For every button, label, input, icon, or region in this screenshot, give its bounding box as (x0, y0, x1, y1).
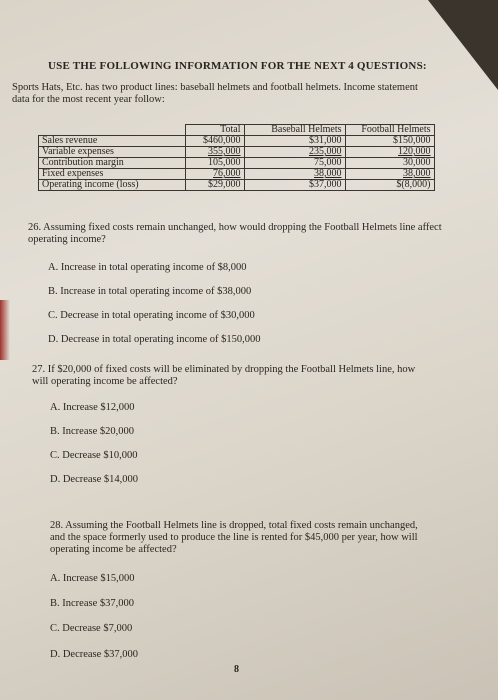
cell: $(8,000) (345, 180, 434, 191)
cell: $150,000 (345, 136, 434, 147)
header-total: Total (185, 125, 244, 136)
table-row (39, 136, 435, 147)
question-26-option-c: C. Decrease in total operating income of $30,000 (48, 310, 255, 321)
cell: 235,000 (244, 147, 345, 158)
table-row (39, 147, 435, 158)
row-label: Sales revenue (39, 136, 186, 147)
question-26-option-d: D. Decrease in total operating income of $150,000 (48, 334, 261, 345)
cell: 120,000 (345, 147, 434, 158)
question-27-option-b: B. Increase $20,000 (50, 426, 134, 437)
row-label: Fixed expenses (39, 169, 186, 180)
cell: 105,000 (185, 158, 244, 169)
row-label: Contribution margin (39, 158, 186, 169)
table-row (39, 180, 435, 191)
question-27-option-a: A. Increase $12,000 (50, 402, 135, 413)
cell: 75,000 (244, 158, 345, 169)
row-label: Variable expenses (39, 147, 186, 158)
question-28-text: 28. Assuming the Football Helmets line is dropped, total fixed costs remain unchanged, and the space formerly used to produce the line is rented for $45,000 per year, how will operating income be affected? (50, 520, 418, 555)
header-baseball: Baseball Helmets (244, 125, 345, 136)
income-statement-table (38, 124, 435, 191)
cell: $460,000 (185, 136, 244, 147)
cell: 30,000 (345, 158, 434, 169)
table-row (39, 169, 435, 180)
question-26-option-a: A. Increase in total operating income of $8,000 (48, 262, 247, 273)
question-26-text: 26. Assuming fixed costs remain unchanged, how would dropping the Football Helmets line affect operating income? (28, 222, 442, 245)
page-number: 8 (234, 664, 239, 675)
cell: $37,000 (244, 180, 345, 191)
question-27-option-c: C. Decrease $10,000 (50, 450, 138, 461)
cell: 38,000 (345, 169, 434, 180)
page-corner-shadow (428, 0, 498, 90)
cell: 76,000 (185, 169, 244, 180)
table-row (39, 158, 435, 169)
instructions-heading: USE THE FOLLOWING INFORMATION FOR THE NEXT 4 QUESTIONS: (48, 60, 427, 72)
question-28-option-d: D. Decrease $37,000 (50, 649, 139, 660)
question-27-text: 27. If $20,000 of fixed costs will be eliminated by dropping the Football Helmets line, how will operating income be affected? (32, 364, 416, 387)
question-28-option-a: A. Increase $15,000 (50, 573, 135, 584)
cell: 355,000 (185, 147, 244, 158)
table-header-row (39, 125, 435, 136)
intro-paragraph: Sports Hats, Etc. has two product lines: baseball helmets and football helmets. Income statement data for the most recent year follow: (12, 82, 418, 105)
row-label: Operating income (loss) (39, 180, 186, 191)
cell: 38,000 (244, 169, 345, 180)
cell: $31,000 (244, 136, 345, 147)
question-28-option-c: C. Decrease $7,000 (50, 623, 133, 634)
cell: $29,000 (185, 180, 244, 191)
question-26-option-b: B. Increase in total operating income of $38,000 (48, 286, 252, 297)
question-28-option-b: B. Increase $37,000 (50, 598, 134, 609)
question-27-option-d: D. Decrease $14,000 (50, 474, 139, 485)
left-edge-shadow (0, 300, 10, 360)
header-football: Football Helmets (345, 125, 434, 136)
